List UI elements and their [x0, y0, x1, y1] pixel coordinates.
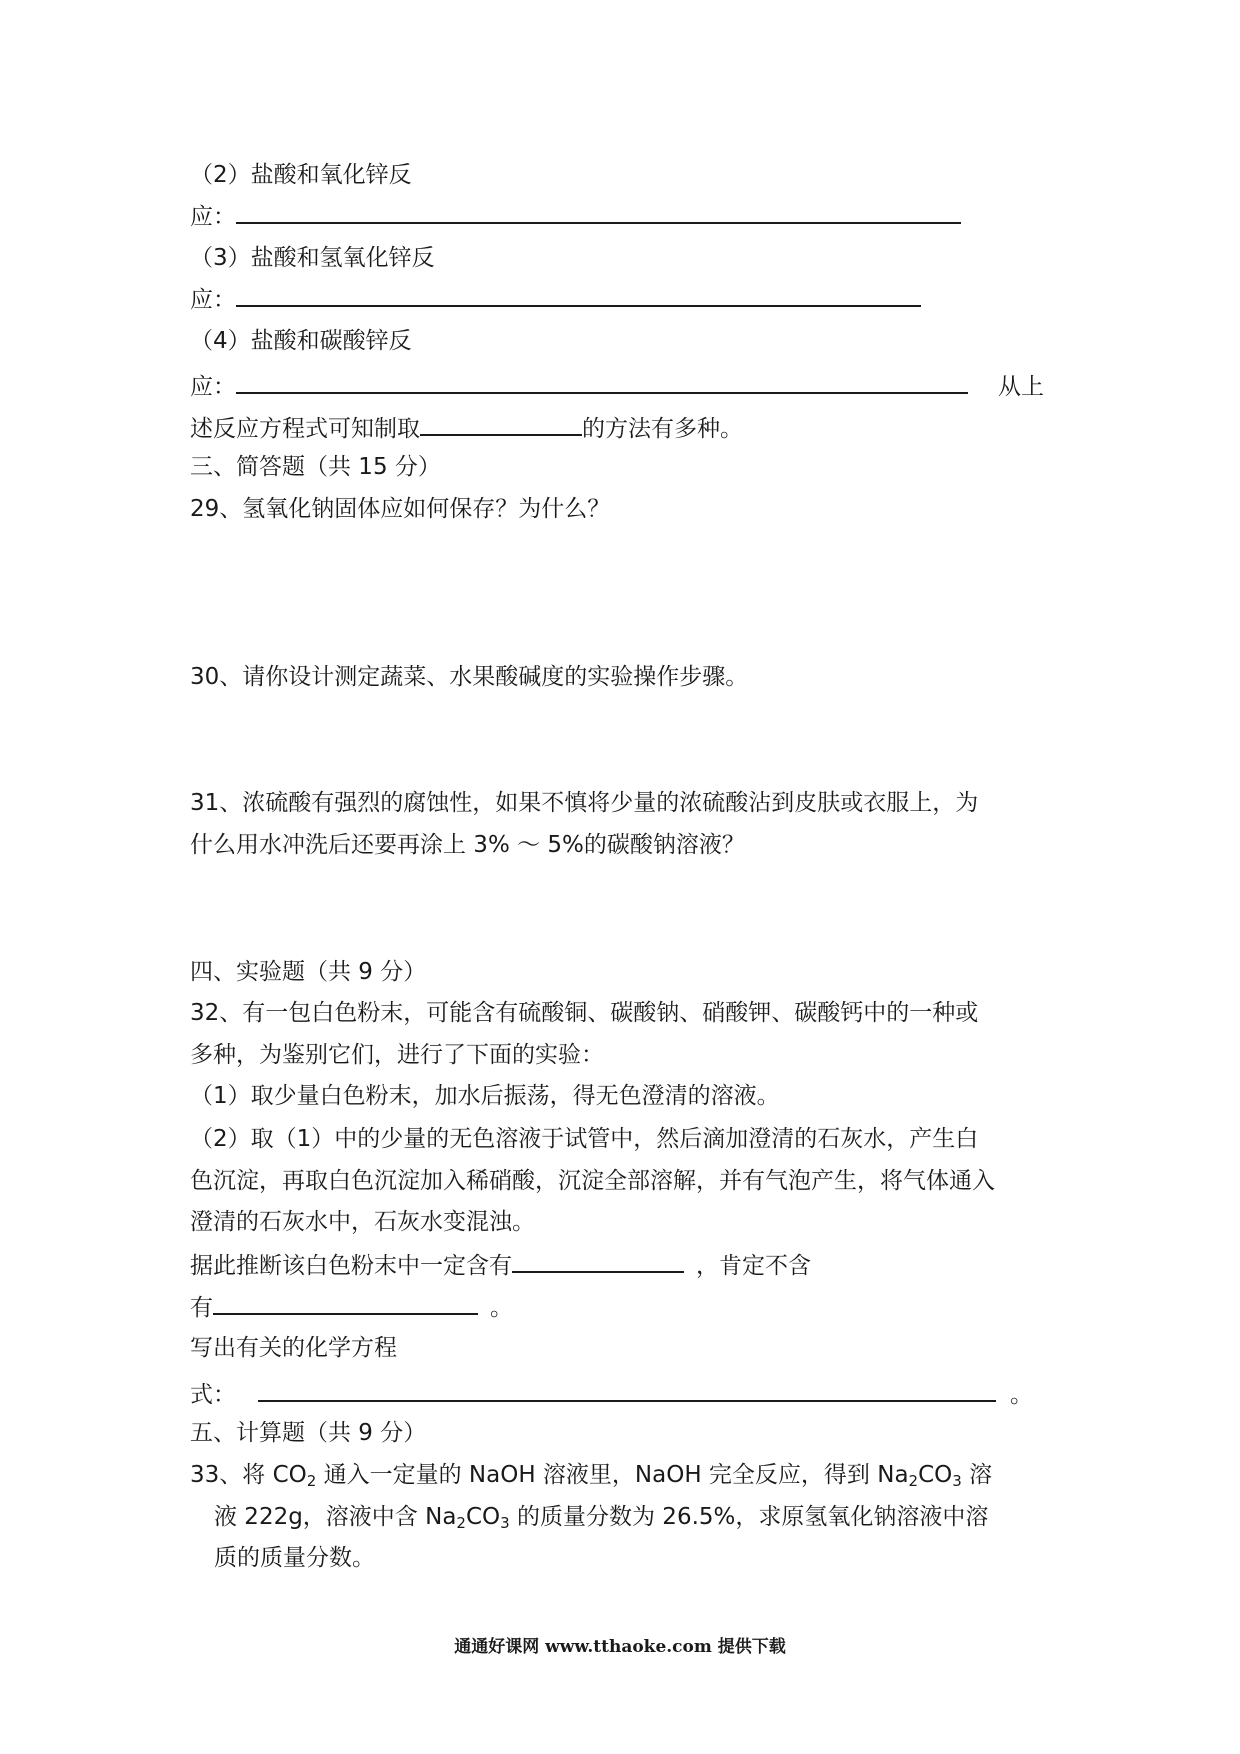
summary-before: 述反应方程式可知制取	[190, 416, 420, 442]
q33-line2-b: CO	[465, 1504, 501, 1530]
infer-blank-1[interactable]	[512, 1249, 684, 1273]
equation-prompt: 写出有关的化学方程	[190, 1335, 397, 1361]
q3-blank[interactable]	[236, 283, 921, 307]
q33-line3: 质的质量分数。	[214, 1545, 375, 1571]
section3-heading: 三、简答题（共 15 分）	[190, 454, 441, 480]
q33-part-a: 33、将 CO	[190, 1462, 307, 1488]
q32-line2: 多种，为鉴别它们，进行了下面的实验：	[190, 1042, 604, 1068]
equation-line	[190, 1378, 1033, 1410]
summary-line	[190, 412, 743, 444]
subscript-2: 2	[306, 1472, 317, 1490]
step2-line1: （2）取（1）中的少量的无色溶液于试管中，然后滴加澄清的石灰水，产生白	[190, 1126, 979, 1152]
q2-prompt: （2）盐酸和氧化锌反	[190, 162, 412, 188]
infer-before: 据此推断该白色粉末中一定含有	[190, 1253, 512, 1279]
summary-after: 的方法有多种。	[582, 416, 743, 442]
q31-line2: 什么用水冲洗后还要再涂上 3% ～ 5%的碳酸钠溶液？	[190, 832, 745, 858]
subscript-2: 2	[908, 1472, 919, 1490]
q2-answer-line	[190, 200, 961, 232]
q33-line2-a: 液 222g，溶液中含 Na	[214, 1504, 457, 1530]
q33-part-c: CO	[918, 1462, 953, 1488]
q3-answer-line	[190, 283, 921, 315]
step2-line3: 澄清的石灰水中，石灰水变混浊。	[190, 1209, 535, 1235]
q30: 30、请你设计测定蔬菜、水果酸碱度的实验操作步骤。	[190, 664, 749, 690]
equation-tail: 式：	[190, 1382, 236, 1408]
infer-tail-prefix: 有	[190, 1295, 213, 1321]
q4-blank[interactable]	[236, 370, 968, 394]
q4-tail: 应：	[190, 374, 236, 400]
q31-line1: 31、浓硫酸有强烈的腐蚀性，如果不慎将少量的浓硫酸沾到皮肤或衣服上，为	[190, 790, 979, 816]
step1: （1）取少量白色粉末，加水后振荡，得无色澄清的溶液。	[190, 1083, 780, 1109]
equation-blank[interactable]	[258, 1378, 996, 1402]
q4-prompt: （4）盐酸和碳酸锌反	[190, 328, 412, 354]
q2-blank[interactable]	[236, 200, 961, 224]
q29: 29、氢氧化钠固体应如何保存？为什么？	[190, 496, 611, 522]
q33-line2-c: 的质量分数为 26.5%，求原氢氧化钠溶液中溶	[509, 1504, 989, 1530]
infer-blank-2[interactable]	[213, 1291, 478, 1315]
infer-mid: ，肯定不含	[696, 1253, 811, 1279]
q32-line1: 32、有一包白色粉末，可能含有硫酸铜、碳酸钠、硝酸钾、碳酸钙中的一种或	[190, 1000, 979, 1026]
q3-prompt: （3）盐酸和氢氧化锌反	[190, 245, 435, 271]
infer-line2	[190, 1291, 513, 1323]
section5-heading: 五、计算题（共 9 分）	[190, 1420, 427, 1446]
subscript-3: 3	[500, 1514, 510, 1532]
q33-part-b: 通入一定量的 NaOH 溶液里，NaOH 完全反应，得到 Na	[316, 1462, 909, 1488]
subscript-2: 2	[456, 1514, 466, 1532]
subscript-3: 3	[952, 1472, 962, 1490]
equation-end: 。	[1010, 1382, 1033, 1408]
q4-answer-line	[190, 370, 1044, 402]
section4-heading: 四、实验题（共 9 分）	[190, 959, 427, 985]
infer-end: 。	[490, 1295, 513, 1321]
step2-line2: 色沉淀，再取白色沉淀加入稀硝酸，沉淀全部溶解，并有气泡产生，将气体通入	[190, 1168, 995, 1194]
summary-blank[interactable]	[420, 412, 582, 436]
q3-tail: 应：	[190, 287, 236, 313]
q33-line1	[190, 1460, 992, 1490]
footer: 通通好课网 www.tthaoke.com 提供下载	[454, 1637, 786, 1657]
infer-line	[190, 1249, 811, 1281]
q33-part-d: 溶	[961, 1462, 993, 1488]
q33-line2	[214, 1502, 988, 1532]
q4-after: 从上	[998, 374, 1044, 400]
q2-tail: 应：	[190, 204, 236, 230]
